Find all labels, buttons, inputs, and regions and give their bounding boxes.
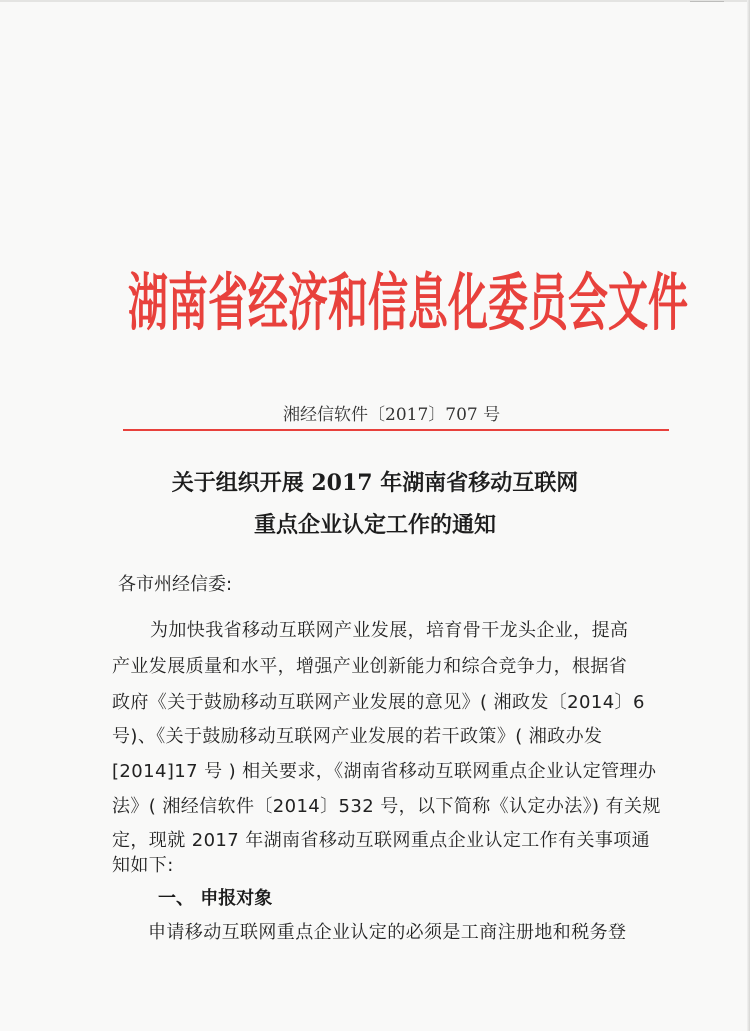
agency-header-title: 湖南省经济和信息化委员会文件 (128, 266, 688, 340)
scan-edge-top (0, 0, 750, 2)
paragraph-line: 定，现就 2017 年湖南省移动互联网重点企业认定工作有关事项通 (112, 830, 651, 851)
paragraph-line: 知如下: (112, 855, 174, 876)
scan-mark (690, 1, 724, 2)
red-divider-line (123, 429, 669, 431)
paragraph-line: 号)、《关于鼓励移动互联网产业发展的若干政策》( 湘政办发 (112, 726, 603, 747)
paragraph-line: 为加快我省移动互联网产业发展，培育骨干龙头企业，提高 (150, 620, 629, 641)
notice-title-line-1: 关于组织开展 2017 年湖南省移动互联网 (171, 470, 579, 496)
section-heading: 一、 申报对象 (158, 888, 273, 909)
notice-title-line-2: 重点企业认定工作的通知 (253, 512, 496, 538)
document-number: 湘经信软件〔2017〕707 号 (283, 405, 501, 425)
salutation: 各市州经信委: (118, 574, 233, 595)
paragraph-line: 政府《关于鼓励移动互联网产业发展的意见》( 湘政发〔2014〕6 (112, 692, 645, 713)
paragraph-line: [2014]17 号 ) 相关要求，《湖南省移动互联网重点企业认定管理办 (112, 761, 657, 782)
paragraph-line: 产业发展质量和水平，增强产业创新能力和综合竞争力，根据省 (112, 656, 628, 677)
section-body-line: 申请移动互联网重点企业认定的必须是工商注册地和税务登 (148, 922, 627, 943)
paragraph-line: 法》( 湘经信软件〔2014〕532 号，以下简称《认定办法》) 有关规 (112, 796, 661, 817)
